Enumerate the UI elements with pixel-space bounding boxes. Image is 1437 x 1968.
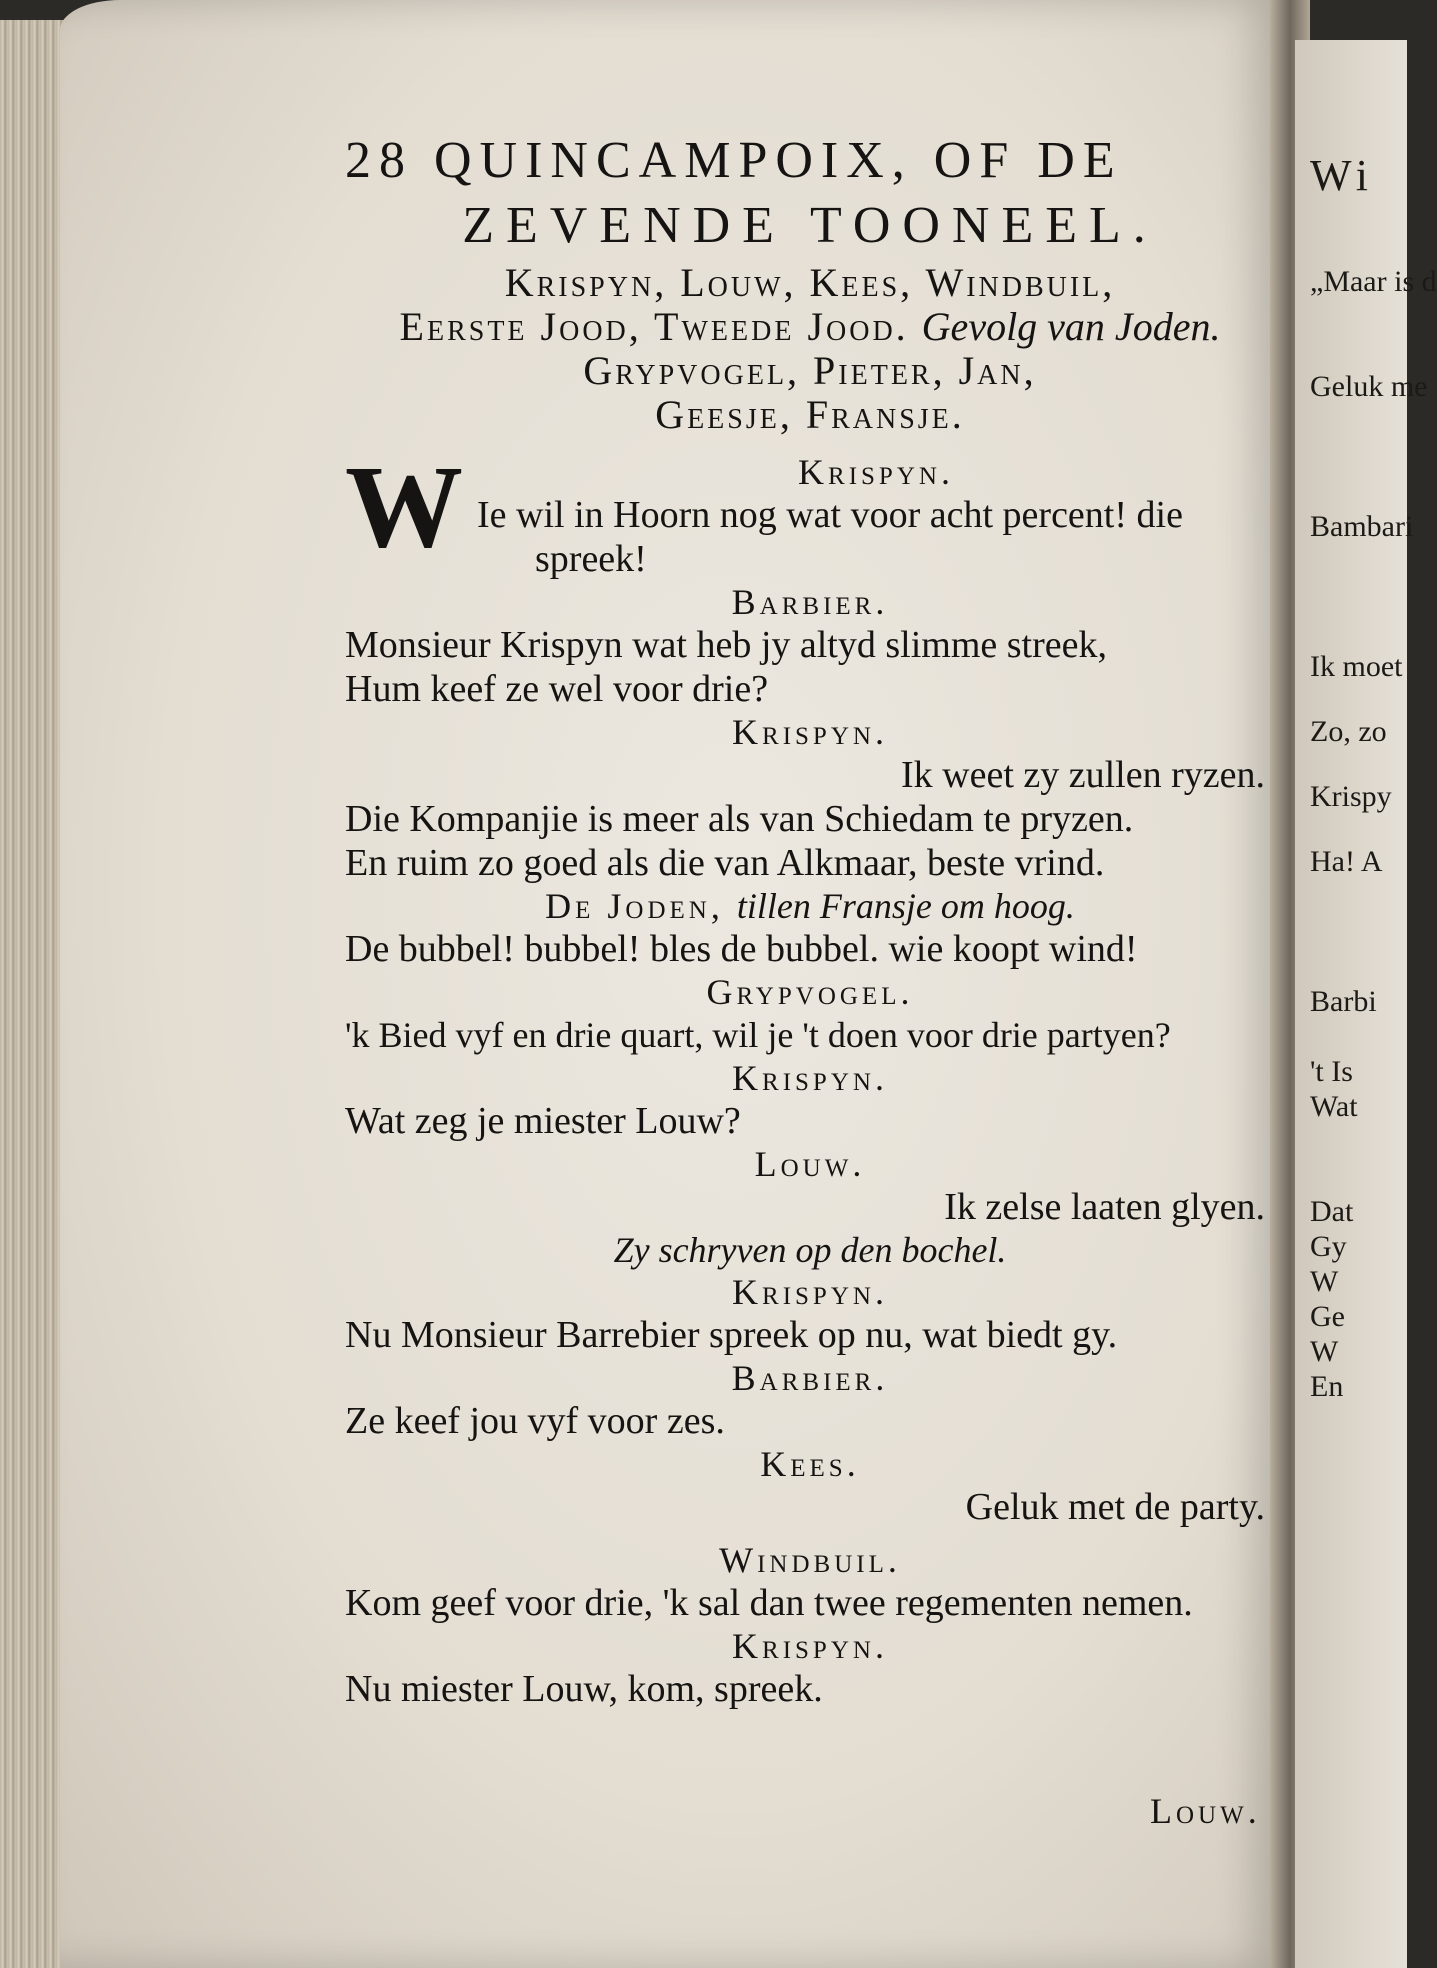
right-page-fragment: W: [1310, 1265, 1339, 1298]
right-page-fragment: En: [1310, 1370, 1344, 1403]
cast-line-text: Eerste Jood, Tweede Jood.: [399, 304, 909, 349]
page-content: [345, 130, 1275, 1711]
cast-gevolg: Gevolg van Joden.: [921, 304, 1221, 349]
verse-line: Ik zelse laaten glyen.: [944, 1186, 1265, 1228]
speaker-name: Krispyn.: [798, 452, 954, 492]
running-title: QUINCAMPOIX, OF DE: [434, 132, 1123, 189]
verse-line: Ie wil in Hoorn nog wat voor acht percent! die: [477, 494, 1183, 536]
speaker-name: Kees.: [760, 1444, 860, 1484]
right-page-fragment: Wat: [1310, 1090, 1358, 1123]
verse-line: En ruim zo goed als die van Alkmaar, beste vrind.: [345, 842, 1105, 884]
cast-line: [345, 305, 1275, 393]
right-page-fragment: Ik moet: [1310, 650, 1403, 683]
stage-direction: tillen Fransje om hoog.: [736, 886, 1075, 926]
right-page-fragment: „Maar is d: [1310, 265, 1437, 298]
verse-line: Die Kompanjie is meer als van Schiedam te pryzen.: [345, 798, 1134, 840]
right-page-fragment: Wi: [1310, 151, 1374, 200]
right-page-fragment: Geluk me: [1310, 370, 1428, 403]
speaker-name: Barbier.: [731, 582, 889, 622]
right-page-fragment: W: [1310, 1335, 1339, 1368]
verse-line: Wat zeg je miester Louw?: [345, 1100, 741, 1142]
drop-cap: W: [345, 441, 463, 572]
right-page-fragment: Gy: [1310, 1230, 1347, 1263]
speaker-name: De Joden,: [545, 886, 724, 926]
speaker-name: Krispyn.: [732, 1272, 888, 1312]
verse-line: Nu Monsieur Barrebier spreek op nu, wat biedt gy.: [345, 1314, 1118, 1356]
verse-line: spreek!: [535, 538, 647, 580]
verse-line: Hum keef ze wel voor drie?: [345, 668, 769, 710]
speaker-name: Louw.: [754, 1144, 866, 1184]
right-page-fragment: Ge: [1310, 1300, 1345, 1333]
stage-direction: Zy schryven op den bochel.: [613, 1230, 1007, 1270]
right-page-fragment: Ha! A: [1310, 845, 1383, 878]
running-header: [345, 130, 1275, 192]
verse-line: Ik weet zy zullen ryzen.: [901, 754, 1265, 796]
page-number: 28: [345, 132, 413, 189]
scene-title: ZEVENDE TOONEEL.: [462, 197, 1158, 254]
verse-line: Ze keef jou vyf voor zes.: [345, 1400, 725, 1442]
cast-line: Geesje, Fransje.: [655, 392, 965, 437]
right-page-fragment: Zo, zo: [1310, 715, 1387, 748]
right-page-fragment: Barbi: [1310, 985, 1377, 1018]
verse-line: Geluk met de party.: [965, 1486, 1265, 1528]
speaker-name: Grypvogel.: [706, 972, 914, 1012]
speaker-name: Krispyn.: [732, 1058, 888, 1098]
verse-line: Nu miester Louw, kom, spreek.: [345, 1668, 823, 1710]
right-page-fragment: Dat: [1310, 1195, 1354, 1228]
speaker-name: Barbier.: [731, 1358, 889, 1398]
catchword: Louw.: [1150, 1791, 1261, 1831]
speaker-name: Windbuil.: [719, 1540, 901, 1580]
speaker-with-direction: [345, 885, 1275, 927]
speaker-name: Krispyn.: [732, 1626, 888, 1666]
dropcap-block: [345, 441, 1275, 581]
verse-line: 'k Bied vyf en drie quart, wil je 't doen voor drie partyen?: [345, 1015, 1171, 1055]
cast-list: [345, 261, 1275, 437]
cast-line: Krispyn, Louw, Kees, Windbuil,: [504, 260, 1116, 305]
right-page-fragment: Krispy: [1310, 780, 1392, 813]
cast-line-text: Grypvogel, Pieter, Jan,: [583, 348, 1037, 393]
verse-line: Monsieur Krispyn wat heb jy altyd slimme streek,: [345, 624, 1107, 666]
right-page-fragment: 't Is: [1310, 1055, 1353, 1088]
speaker-name: Krispyn.: [732, 712, 888, 752]
dialogue: [345, 441, 1275, 1711]
right-page-fragment: Bambari: [1310, 510, 1414, 543]
verse-line: Kom geef voor drie, 'k sal dan twee regementen nemen.: [345, 1582, 1193, 1624]
verse-line: De bubbel! bubbel! bles de bubbel. wie koopt wind!: [345, 928, 1138, 970]
